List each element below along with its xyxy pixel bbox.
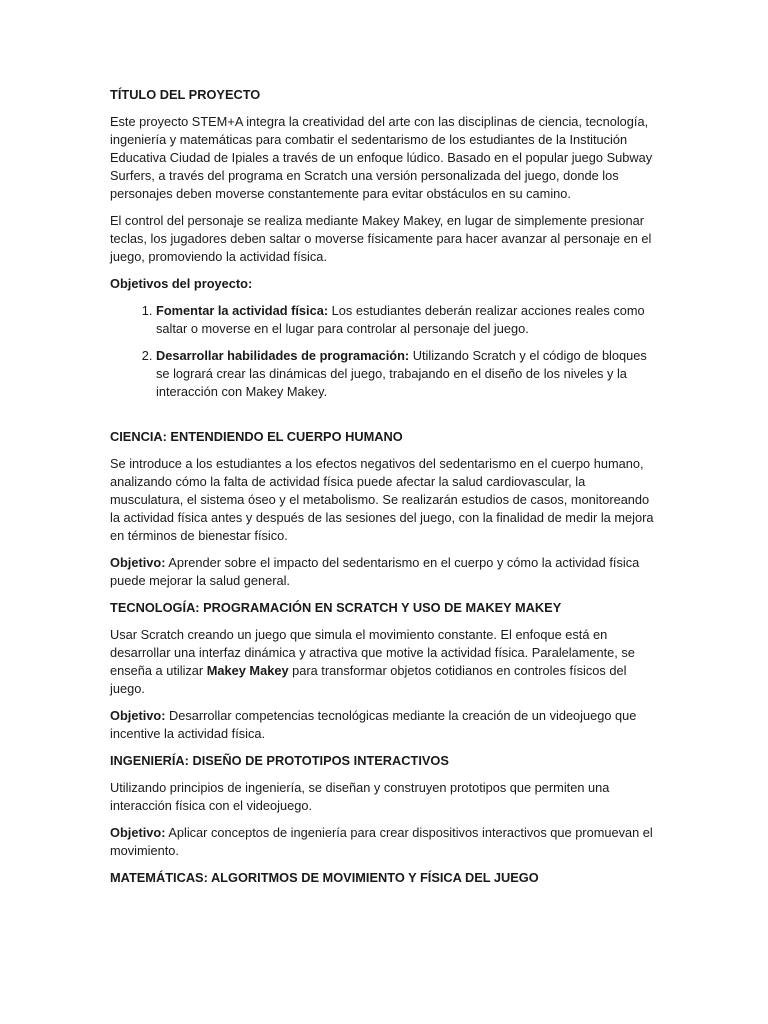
matematicas-heading: MATEMÁTICAS: ALGORITMOS DE MOVIMIENTO Y FÍSICA DEL JUEGO	[110, 870, 539, 885]
ingenieria-body: Utilizando principios de ingeniería, se diseñan y construyen prototipos que permiten una interacción física con el videojuego.	[110, 780, 610, 813]
tecnologia-body	[110, 626, 656, 698]
objective-item-2	[156, 347, 656, 401]
objective-item-1-text: Los estudiantes deberán realizar acciones reales como saltar o moverse en el lugar para controlar al personaje del juego.	[156, 303, 645, 336]
tecnologia-body-bold: Makey Makey	[206, 663, 289, 678]
ciencia-objective-text: Aprender sobre el impacto del sedentarismo en el cuerpo y cómo la actividad física puede mejorar la salud general.	[110, 555, 640, 588]
ciencia-objective-label: Objetivo:	[110, 555, 166, 570]
objectives-heading: Objetivos del proyecto:	[110, 276, 253, 291]
tecnologia-body-b: para transformar objetos cotidianos en controles físicos del juego.	[110, 663, 627, 696]
ciencia-heading: CIENCIA: ENTENDIENDO EL CUERPO HUMANO	[110, 429, 403, 444]
section-spacer	[110, 410, 656, 428]
tecnologia-objective	[110, 707, 656, 743]
ciencia-body: Se introduce a los estudiantes a los efectos negativos del sedentarismo en el cuerpo humano, analizando cómo la falta de actividad física puede afectar la salud cardiovascular, la musculatura, el sistema óseo y el metabolismo. Se realizarán estudios de casos, monitoreando la actividad física antes y después de las sesiones del juego, con la finalidad de medir la mejora en términos de bienestar físico.	[110, 456, 654, 543]
objective-item-1	[156, 302, 656, 338]
ingenieria-objective	[110, 824, 656, 860]
ingenieria-heading: INGENIERÍA: DISEÑO DE PROTOTIPOS INTERACTIVOS	[110, 753, 449, 768]
objective-item-2-lead: Desarrollar habilidades de programación:	[156, 348, 410, 363]
objectives-list	[110, 302, 656, 401]
project-title: TÍTULO DEL PROYECTO	[110, 87, 261, 102]
intro-paragraph-2: El control del personaje se realiza mediante Makey Makey, en lugar de simplemente presionar teclas, los jugadores deben saltar o moverse físicamente para hacer avanzar al personaje en el juego, promoviendo la actividad física.	[110, 213, 652, 264]
tecnologia-objective-label: Objetivo:	[110, 708, 166, 723]
ingenieria-objective-label: Objetivo:	[110, 825, 166, 840]
ingenieria-objective-text: Aplicar conceptos de ingeniería para crear dispositivos interactivos que promuevan el movimiento.	[110, 825, 653, 858]
tecnologia-body-a: Usar Scratch creando un juego que simula el movimiento constante. El enfoque está en desarrollar una interfaz dinámica y atractiva que motive la actividad física. Paralelamente, se enseña a utilizar	[110, 627, 635, 678]
tecnologia-heading: TECNOLOGÍA: PROGRAMACIÓN EN SCRATCH Y USO DE MAKEY MAKEY	[110, 600, 562, 615]
intro-paragraph-1: Este proyecto STEM+A integra la creatividad del arte con las disciplinas de ciencia, tecnología, ingeniería y matemáticas para combatir el sedentarismo de los estudiantes de la Institución Educativa Ciudad de Ipiales a través de un enfoque lúdico. Basado en el popular juego Subway Surfers, a través del programa en Scratch una versión personalizada del juego, donde los personajes deben moverse constantemente para evitar obstáculos en su camino.	[110, 114, 653, 201]
tecnologia-objective-text: Desarrollar competencias tecnológicas mediante la creación de un videojuego que incentive la actividad física.	[110, 708, 637, 741]
objective-item-2-text: Utilizando Scratch y el código de bloques se logrará crear las dinámicas del juego, trabajando en el diseño de los niveles y la interacción con Makey Makey.	[156, 348, 647, 399]
ciencia-objective	[110, 554, 656, 590]
objective-item-1-lead: Fomentar la actividad física:	[156, 303, 329, 318]
